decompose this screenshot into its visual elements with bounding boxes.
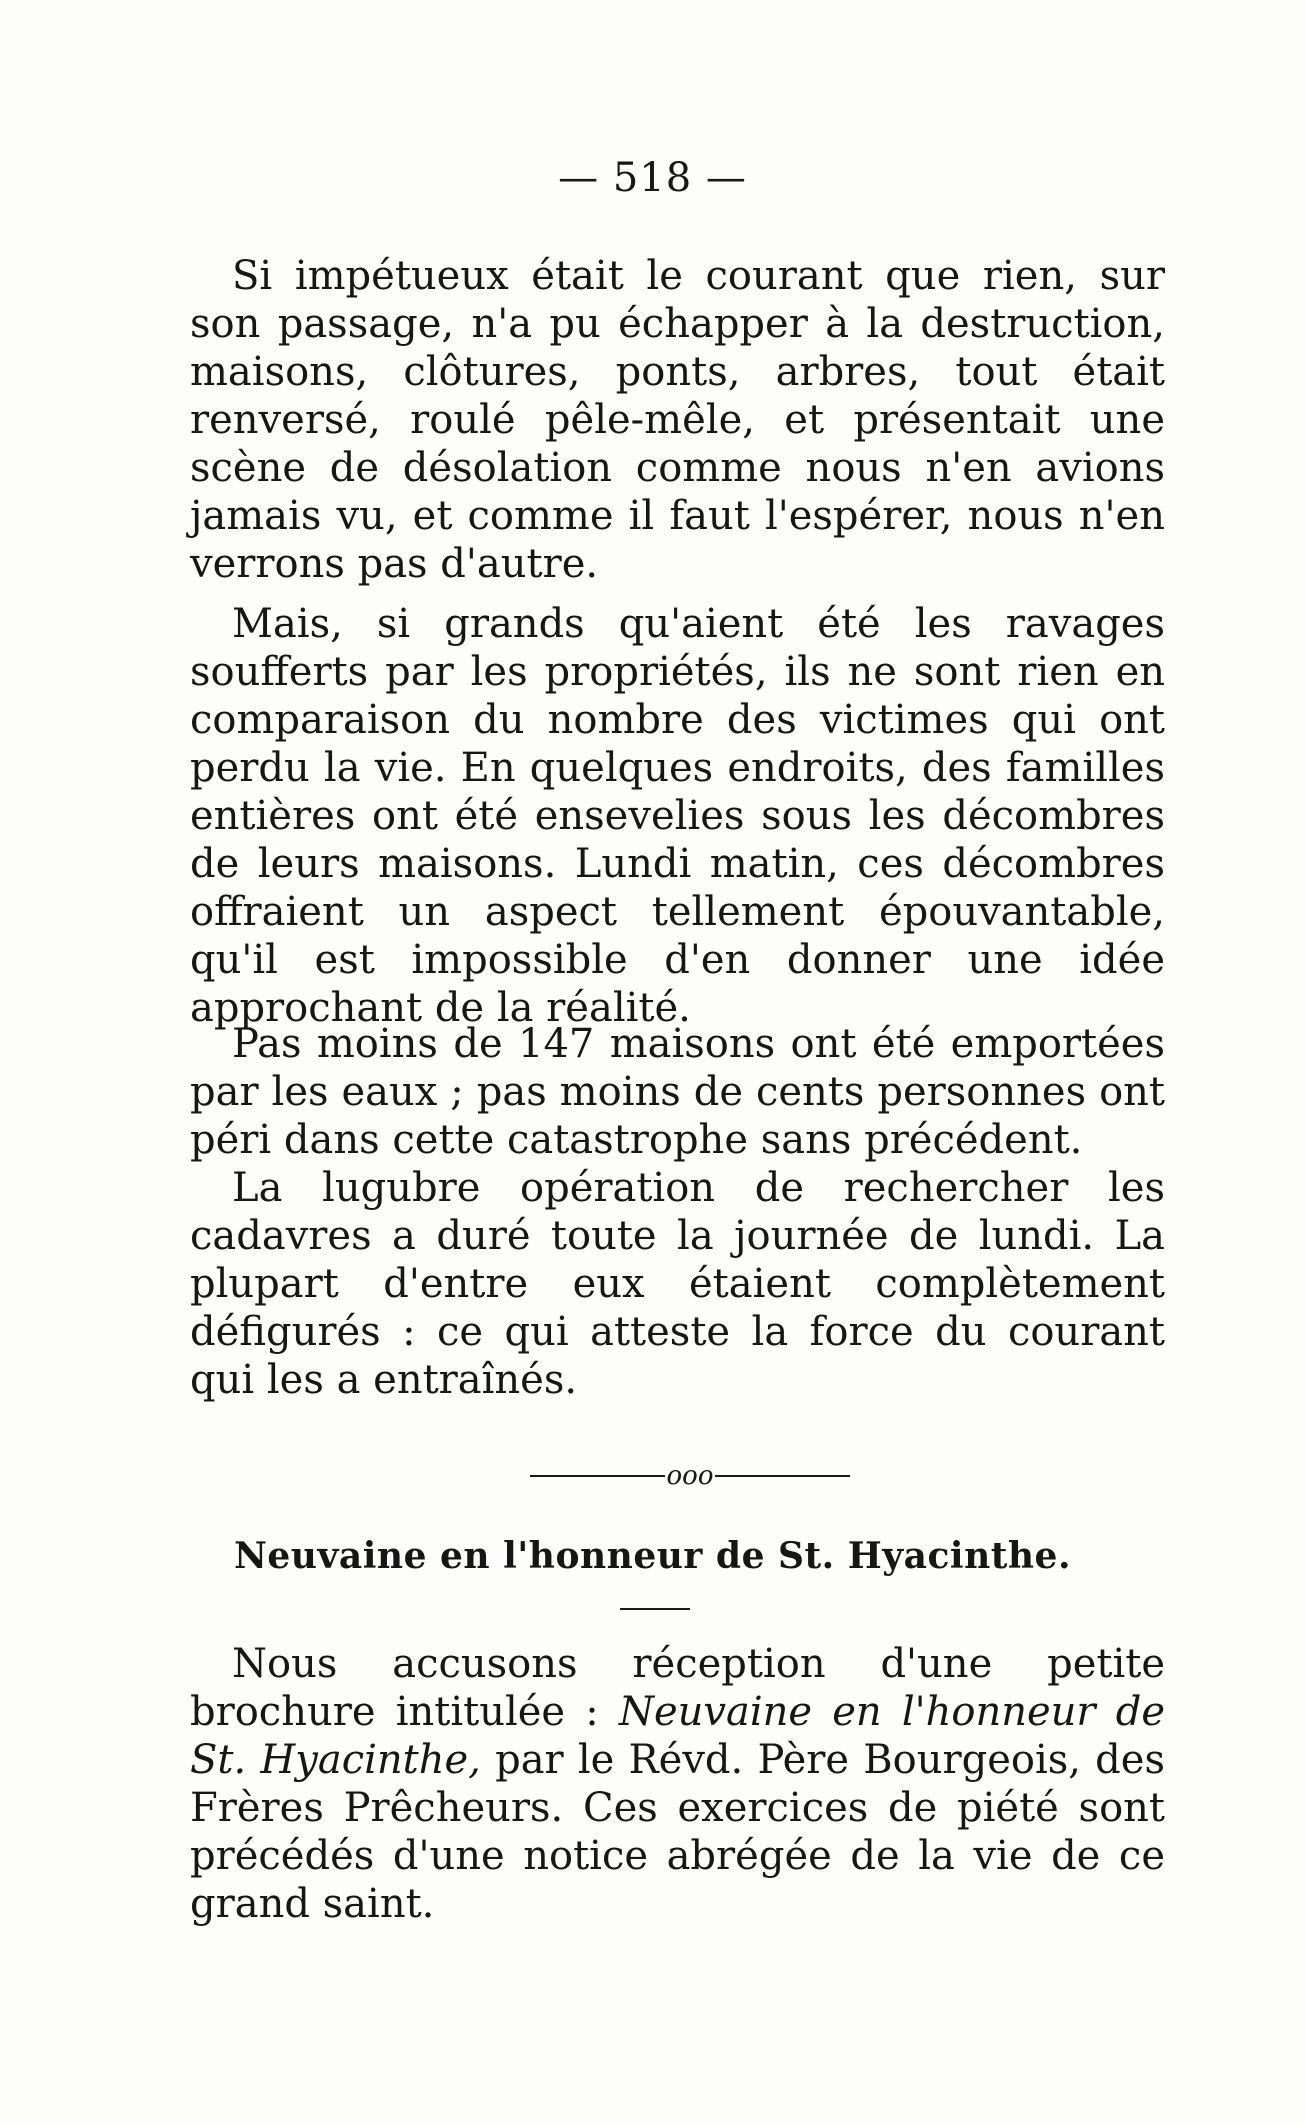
paragraph-text: La lugubre opération de rechercher les cadavres a duré toute la journée de lundi. La plupart d'entre eux étaient complètement défigurés : ce qui atteste la force du courant qui les a entraînés.: [190, 1165, 1165, 1403]
paragraph-5: [190, 1640, 1165, 1928]
paragraph-2: [190, 600, 1165, 1032]
paragraph-text: [190, 1640, 1165, 1928]
book-title: Neuvaine en l'honneur de St. Hyacinthe,: [190, 1689, 1165, 1783]
paragraph-text: Pas moins de 147 maisons ont été emportées par les eaux ; pas moins de cents personnes ont péri dans cette catastrophe sans précédent.: [190, 1021, 1165, 1163]
section-separator: [530, 1456, 850, 1496]
paragraph-4: [190, 1164, 1165, 1404]
paragraph-3: [190, 1020, 1165, 1164]
paragraph-text-start: Nous accusons réception d'une petite brochure intitulée :: [190, 1641, 1165, 1735]
heading-rule: [620, 1608, 690, 1610]
separator-line-left: [530, 1475, 665, 1477]
page-number: — 518 —: [558, 155, 747, 201]
separator-line-right: [715, 1475, 850, 1477]
paragraph-text-end: par le Révd. Père Bourgeois, des Frères Prêcheurs. Ces exercices de piété sont précédés d'une notice abrégée de la vie de ce grand saint.: [190, 1737, 1165, 1927]
paragraph-text: Mais, si grands qu'aient été les ravages soufferts par les propriétés, ils ne sont rien en comparaison du nombre des victimes qui ont perdu la vie. En quelques endroits, des familles entières ont été ensevelies sous les décombres de leurs maisons. Lundi matin, ces décombres offraient un aspect tellement épouvantable, qu'il est impossible d'en donner une idée approchant de la réalité.: [190, 601, 1165, 1031]
section-heading: Neuvaine en l'honneur de St. Hyacinthe.: [233, 1535, 1071, 1577]
paragraph-text: Si impétueux était le courant que rien, sur son passage, n'a pu échapper à la destruction, maisons, clôtures, ponts, arbres, tout était renversé, roulé pêle-mêle, et présentait une scène de désolation comme nous n'en avions jamais vu, et comme il faut l'espérer, nous n'en verrons pas d'autre.: [190, 253, 1165, 587]
separator-ornament: ooo: [666, 1461, 714, 1491]
paragraph-1: [190, 252, 1165, 588]
